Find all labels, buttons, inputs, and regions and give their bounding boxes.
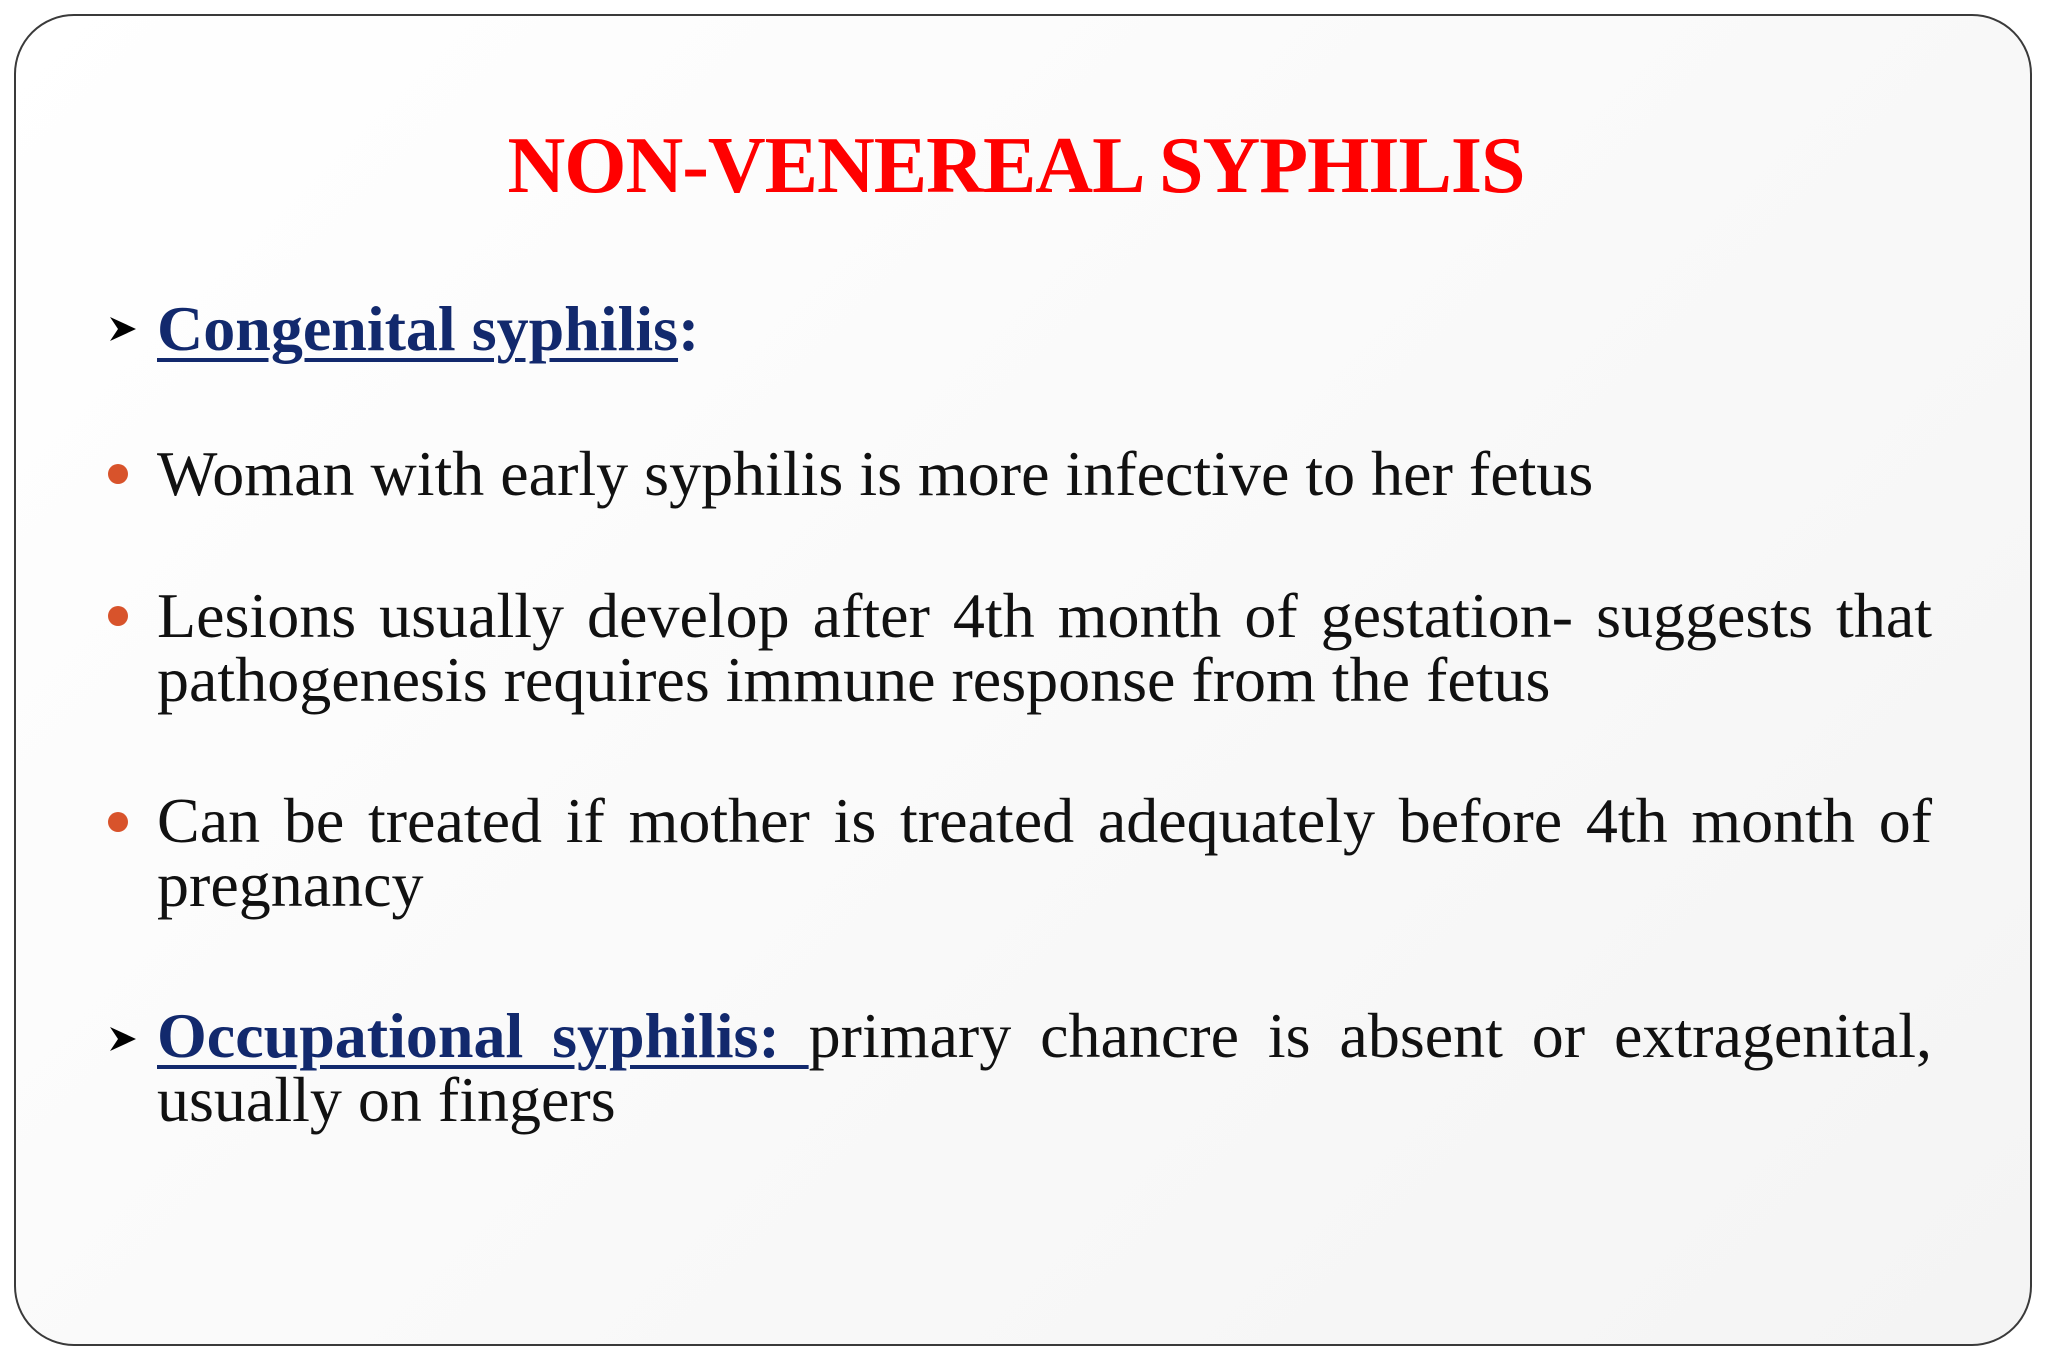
round-bullet-icon (108, 464, 128, 484)
occupational-syphilis-text: primary chancre is absent or extragenital, usually on fingers (157, 1000, 1933, 1135)
congenital-syphilis-heading: Congenital syphilis (157, 293, 679, 364)
slide-title: NON-VENEREAL SYPHILIS (507, 122, 1525, 210)
occupational-syphilis-heading: Occupational syphilis: (157, 1000, 809, 1071)
heading-colon: : (678, 293, 700, 364)
arrowhead-bullet-icon (108, 314, 138, 344)
round-bullet-icon (108, 606, 128, 626)
arrowhead-bullet-icon (108, 1024, 138, 1054)
bullet-text: Can be treated if mother is treated adequately before 4th month of pregnancy (157, 785, 1932, 920)
bullet-text: Lesions usually develop after 4th month of gestation- suggests that pathogenesis requires immune response from the fetus (157, 580, 1932, 715)
bullet-text: Woman with early syphilis is more infective to her fetus (157, 438, 1594, 509)
round-bullet-icon (108, 812, 128, 832)
